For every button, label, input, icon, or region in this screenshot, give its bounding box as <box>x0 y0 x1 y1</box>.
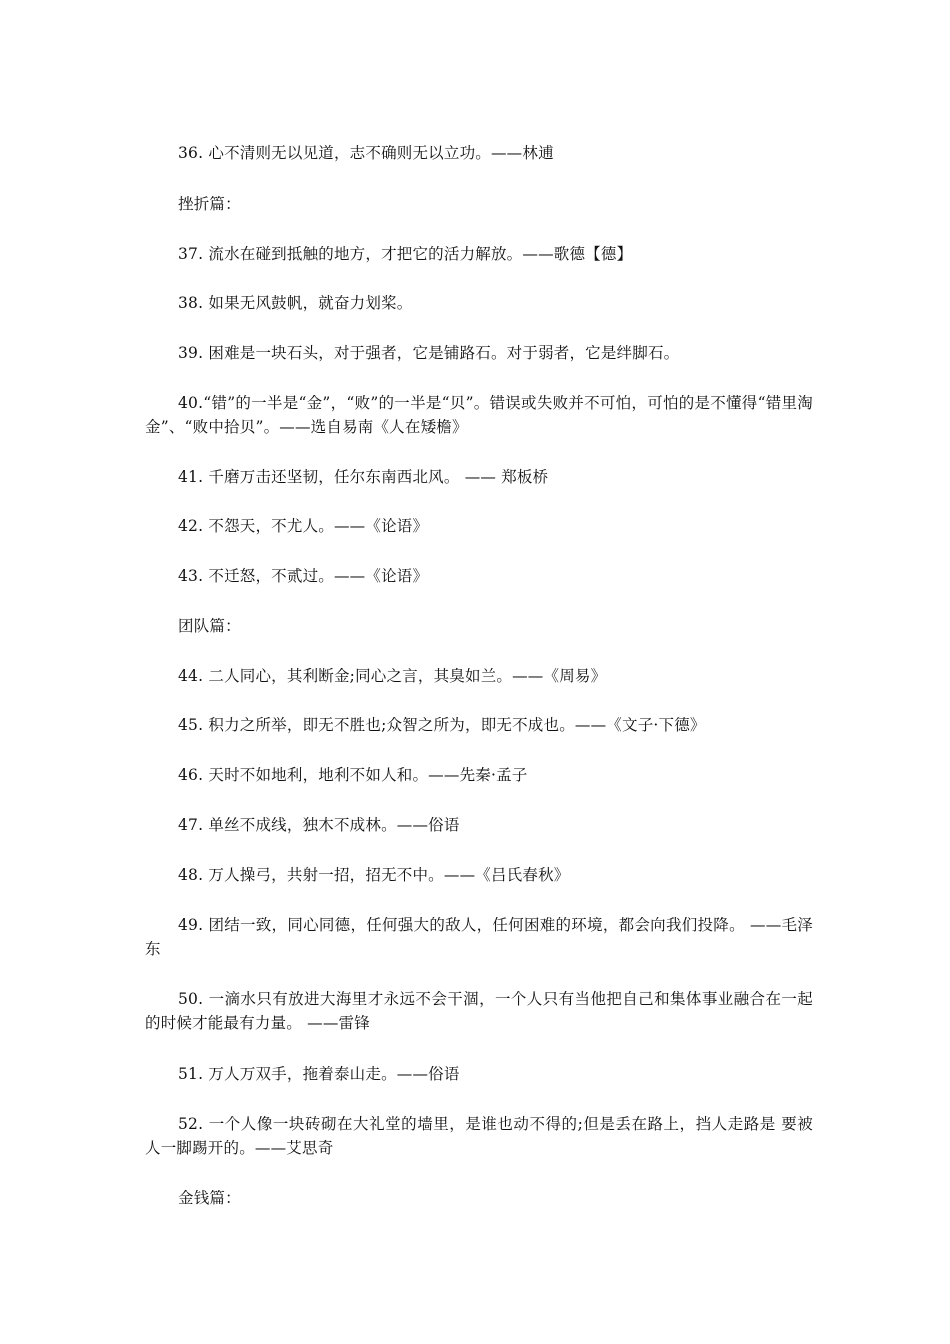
quote-51: 51. 万人万双手，拖着泰山走。——俗语 <box>178 1065 460 1083</box>
section-heading-setbacks: 挫折篇： <box>178 195 241 213</box>
quote-52: 52. 一个人像一块砖砌在大礼堂的墙里，是谁也动不得的;但是丢在路上，挡人走路是 要被人一脚踢开的。——艾思奇 <box>145 1115 813 1157</box>
quote-36: 36. 心不清则无以见道，志不确则无以立功。——林逋 <box>178 144 554 162</box>
quote-43: 43. 不迁怒，不贰过。——《论语》 <box>178 567 429 585</box>
section-heading-team: 团队篇： <box>178 617 241 635</box>
quote-50: 50. 一滴水只有放进大海里才永远不会干涸，一个人只有当他把自己和集体事业融合在一起的时候才能最有力量。 ——雷锋 <box>145 990 813 1032</box>
quote-40: 40.“错”的一半是“金”，“败”的一半是“贝”。错误或失败并不可怕，可怕的是不懂得“错里淘金”、“败中拾贝”。——选自易南《人在矮檐》 <box>145 394 813 436</box>
quote-42: 42. 不怨天，不尤人。——《论语》 <box>178 517 429 535</box>
quote-48: 48. 万人操弓，共射一招，招无不中。——《吕氏春秋》 <box>178 866 570 884</box>
quote-49: 49. 团结一致，同心同德，任何强大的敌人，任何困难的环境，都会向我们投降。 ——毛泽东 <box>145 916 813 958</box>
quote-44: 44. 二人同心，其利断金;同心之言，其臭如兰。——《周易》 <box>178 667 607 685</box>
quote-46: 46. 天时不如地利，地利不如人和。——先秦·孟子 <box>178 766 528 784</box>
quote-45: 45. 积力之所举，即无不胜也;众智之所为，即无不成也。——《文子·下德》 <box>178 716 706 734</box>
quote-38: 38. 如果无风鼓帆，就奋力划桨。 <box>178 294 413 312</box>
section-heading-money: 金钱篇： <box>178 1189 241 1207</box>
quote-39: 39. 困难是一块石头，对于强者，它是铺路石。对于弱者，它是绊脚石。 <box>178 344 680 362</box>
quote-37: 37. 流水在碰到抵触的地方，才把它的活力解放。——歌德【德】 <box>178 245 633 263</box>
quote-41: 41. 千磨万击还坚韧，任尔东南西北风。 —— 郑板桥 <box>178 468 549 486</box>
quote-47: 47. 单丝不成线，独木不成林。——俗语 <box>178 816 460 834</box>
